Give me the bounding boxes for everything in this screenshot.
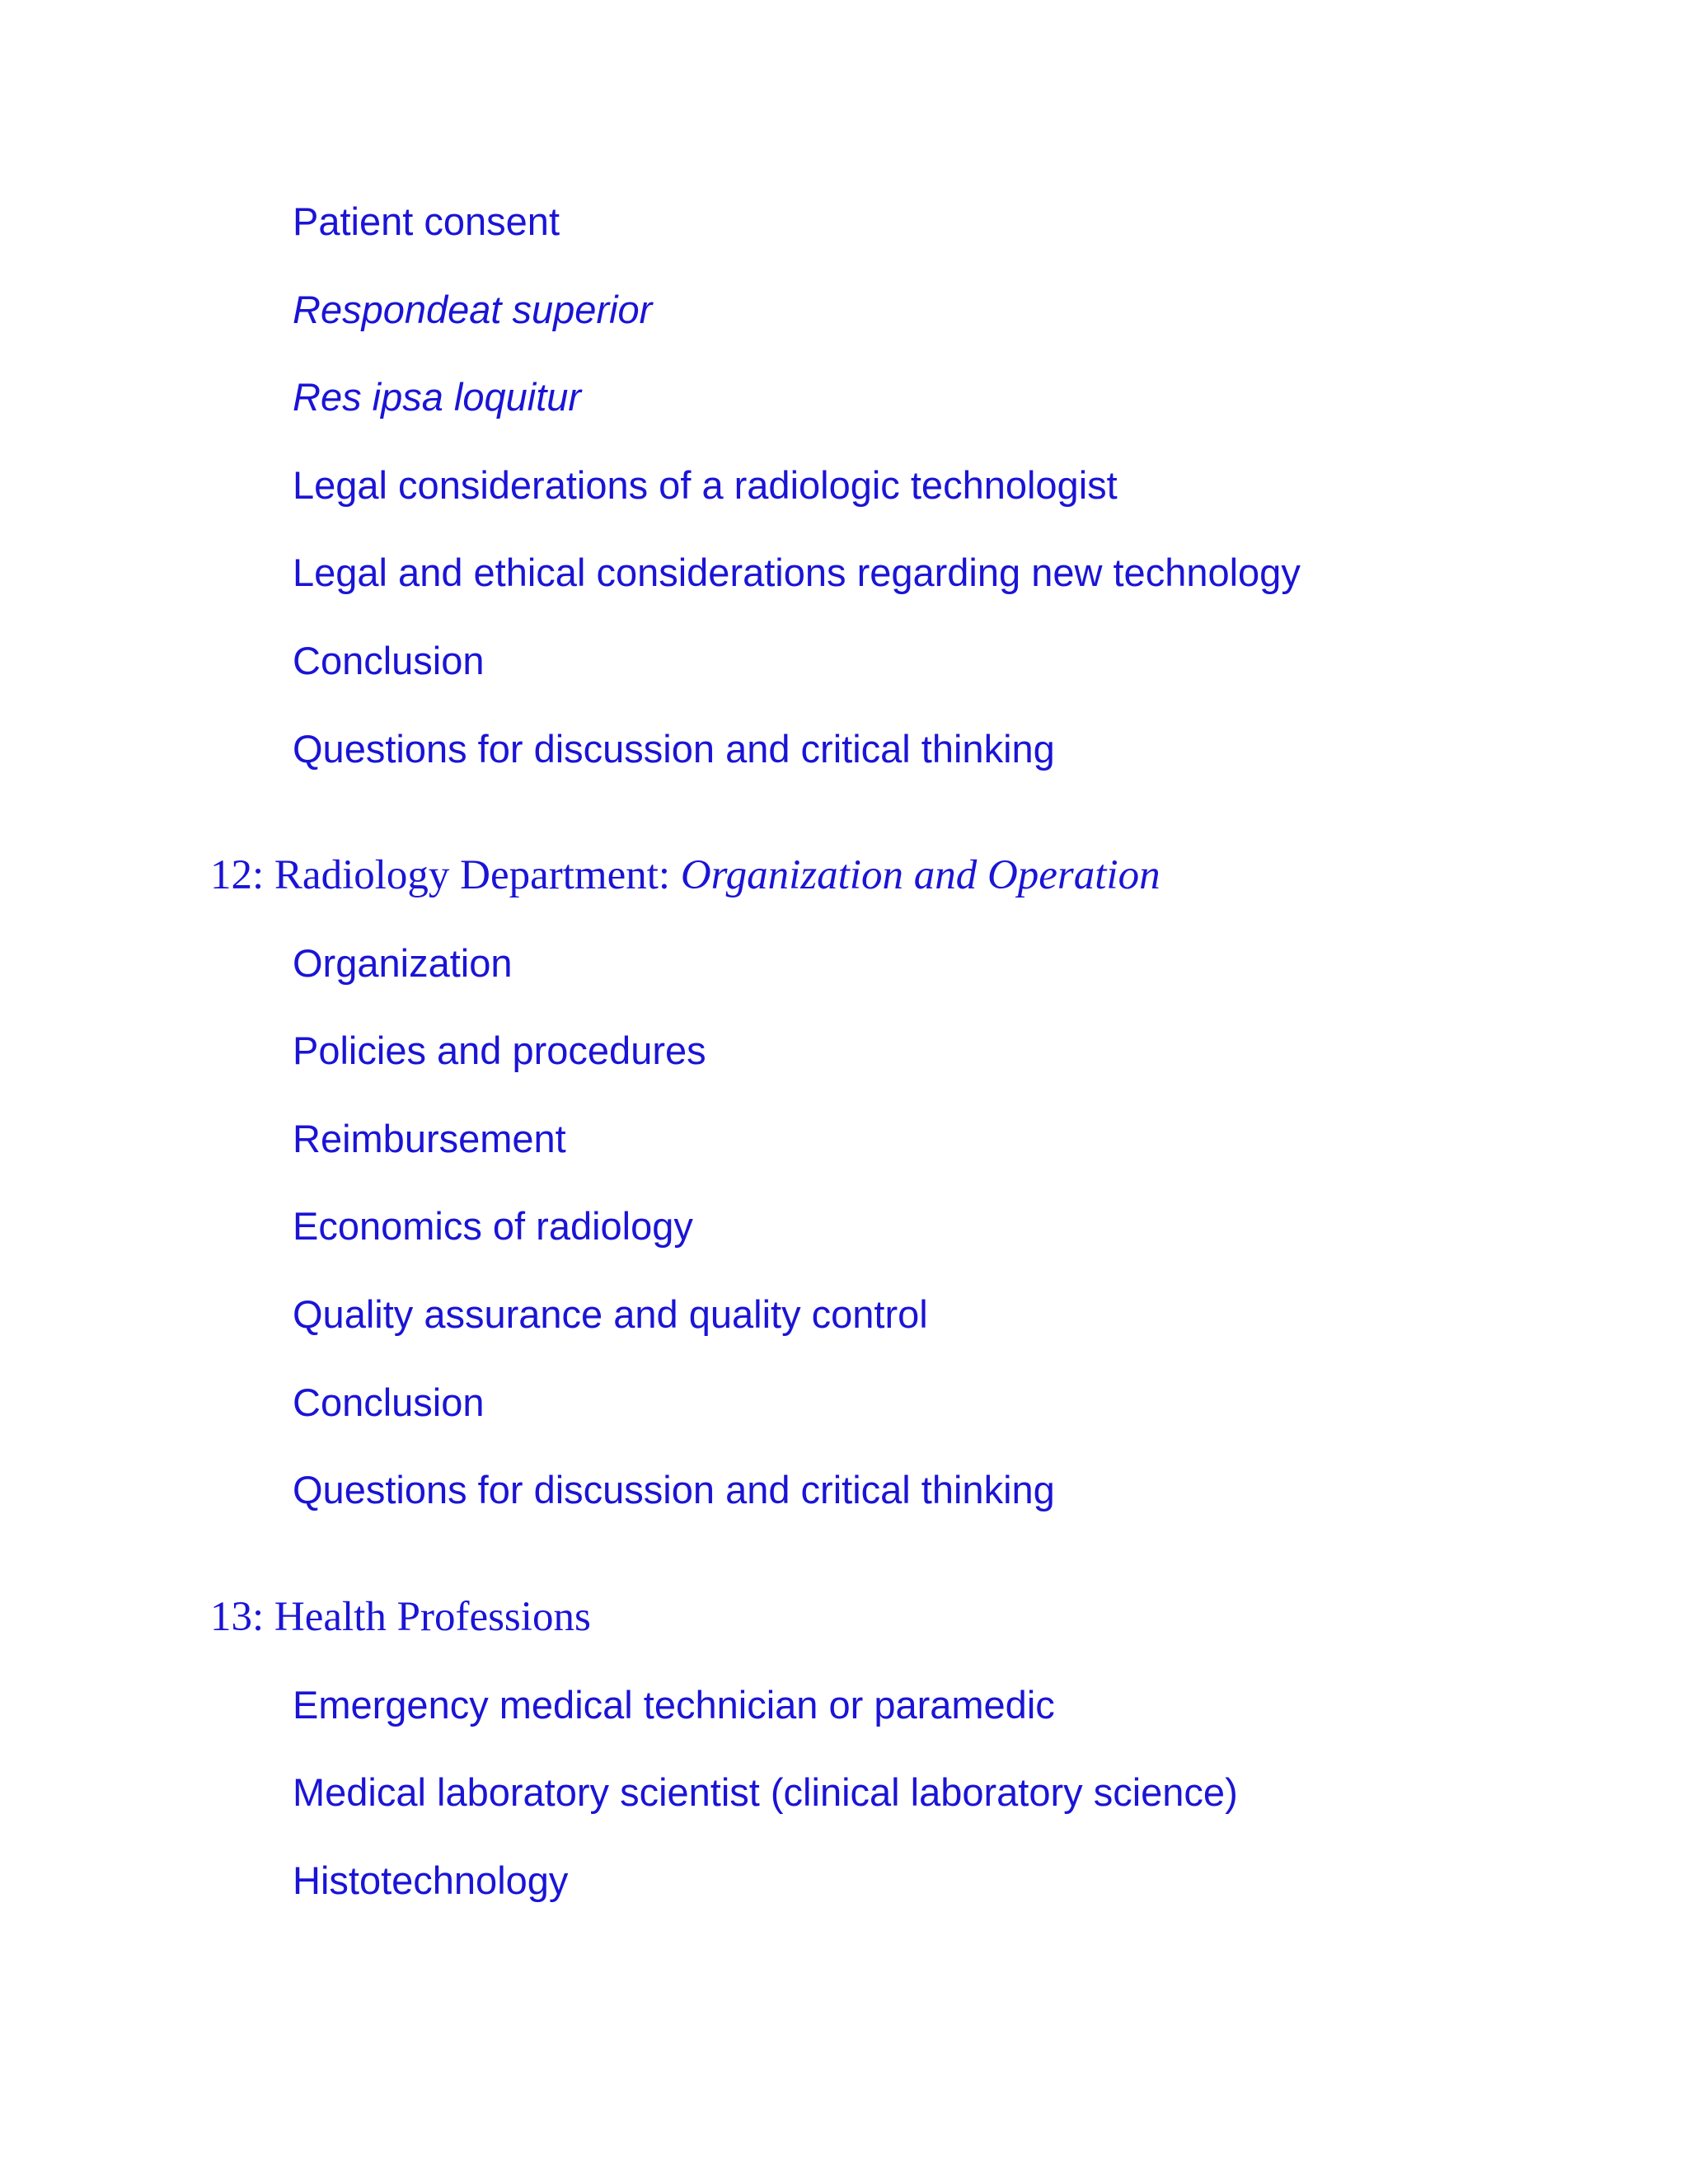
toc-link-organization[interactable]: Organization	[293, 941, 513, 985]
chapter-13-title: 13: Health Professions	[210, 1594, 591, 1640]
toc-link-respondeat-superior[interactable]: Respondeat superior	[293, 288, 653, 331]
chapter-12-subtitle: Organization and Operation	[680, 852, 1160, 898]
toc-link-quality-assurance[interactable]: Quality assurance and quality control	[293, 1292, 928, 1336]
toc-link-patient-consent[interactable]: Patient consent	[293, 199, 560, 243]
toc-link-conclusion-12[interactable]: Conclusion	[293, 1380, 485, 1424]
toc-link-questions-discussion-12[interactable]: Questions for discussion and critical thinking	[293, 1468, 1055, 1511]
chapter-13-heading[interactable]	[210, 1596, 591, 1638]
toc-link-res-ipsa-loquitur[interactable]: Res ipsa loquitur	[293, 375, 582, 419]
toc-link-histotechnology[interactable]: Histotechnology	[293, 1858, 569, 1902]
toc-link-economics-radiology[interactable]: Economics of radiology	[293, 1204, 693, 1248]
toc-link-legal-ethical-new-technology[interactable]: Legal and ethical considerations regarding new technology	[293, 551, 1301, 594]
toc-link-reimbursement[interactable]: Reimbursement	[293, 1117, 566, 1160]
toc-link-policies-procedures[interactable]: Policies and procedures	[293, 1029, 706, 1072]
toc-link-legal-considerations[interactable]: Legal considerations of a radiologic technologist	[293, 463, 1118, 507]
toc-link-questions-discussion[interactable]: Questions for discussion and critical thinking	[293, 727, 1055, 771]
chapter-12-title: 12: Radiology Department:	[210, 852, 681, 898]
toc-link-medical-lab-scientist[interactable]: Medical laboratory scientist (clinical laboratory science)	[293, 1770, 1238, 1814]
chapter-12-heading[interactable]	[210, 852, 1160, 898]
toc-link-emt-paramedic[interactable]: Emergency medical technician or paramedic	[293, 1683, 1055, 1727]
toc-link-conclusion[interactable]: Conclusion	[293, 639, 485, 682]
